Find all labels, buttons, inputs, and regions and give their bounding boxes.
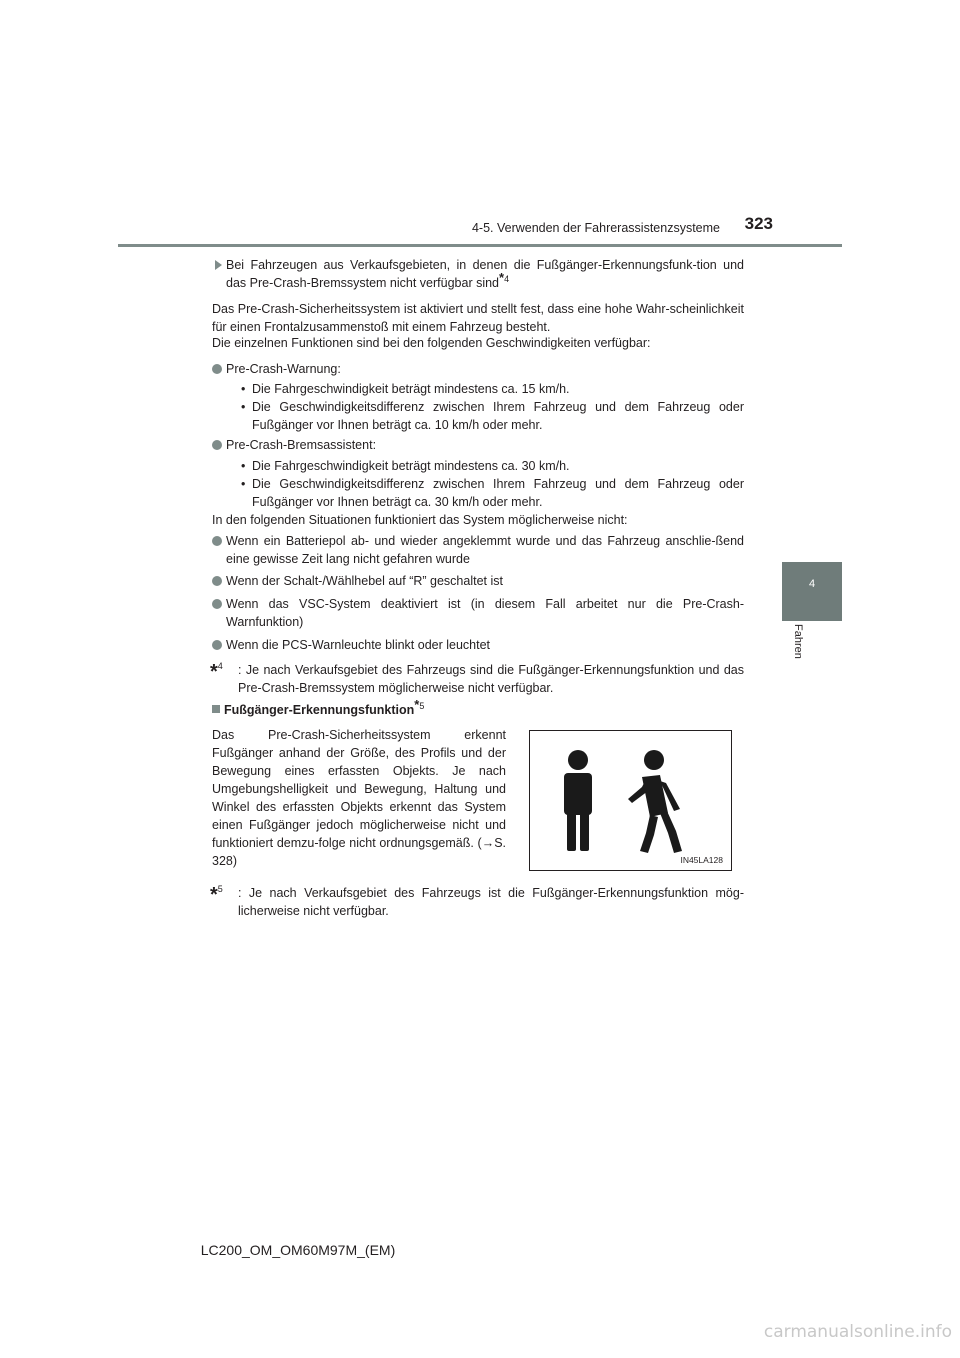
bullet-warning-title: Pre-Crash-Warnung:: [212, 360, 744, 378]
pedestrian-description: Das Pre-Crash-Sicherheitssystem erkennt Fußgänger anhand der Größe, des Profils und der Bewegung eines erfassten Objekts. Je nach Umgebungshelligkeit und Bewegung, Haltung und Winkel des erfassten Objekts erkennt das System einen Fußgänger jedoch möglicherweise nicht und funktioniert demzu-folge nicht ordnungsgemäß. (→S. 328): [212, 728, 506, 868]
circle-bullet-icon: [212, 599, 222, 609]
list-item: Wenn die PCS-Warnleuchte blinkt oder leuchtet: [212, 636, 744, 654]
document-code: LC200_OM_OM60M97M_(EM): [200, 1242, 396, 1258]
circle-bullet-icon: [212, 640, 222, 650]
pedestrian-figures-icon: [530, 731, 731, 870]
watermark: carmanualsonline.info: [763, 1322, 952, 1342]
circle-bullet-icon: [212, 440, 222, 450]
footnote-ref-num: 4: [504, 274, 510, 284]
square-bullet-icon: [212, 705, 220, 713]
chapter-title: Fahren: [792, 624, 804, 659]
pedestrian-illustration: [529, 730, 732, 871]
list-item: • Die Geschwindigkeitsdifferenz zwischen Ihrem Fahrzeug und dem Fahrzeug oder Fußgänger vor Ihnen beträgt ca. 10 km/h oder mehr.: [241, 400, 744, 432]
bullet-brake-title: Pre-Crash-Bremsassistent:: [212, 436, 744, 454]
chapter-tab: [782, 562, 842, 621]
paragraph-situations-intro: In den folgenden Situationen funktioniert das System möglicherweise nicht:: [212, 513, 628, 527]
paragraph-speeds-intro: Die einzelnen Funktionen sind bei den folgenden Geschwindigkeiten verfügbar:: [212, 336, 651, 350]
paragraph-activation: Das Pre-Crash-Sicherheitssystem ist aktiviert und stellt fest, dass eine hohe Wahr-scheinlichkeit für einen Frontalzusammenstoß mit einem Fahrzeug besteht.: [212, 302, 744, 334]
list-item: • Die Fahrgeschwindigkeit beträgt mindestens ca. 15 km/h.: [241, 382, 570, 396]
list-item: Wenn das VSC-System deaktiviert ist (in diesem Fall arbeitet nur die Pre-Crash-Warnfunktion): [212, 595, 744, 631]
chapter-label: [782, 624, 806, 684]
list-item: Wenn der Schalt-/Wählhebel auf “R” geschaltet ist: [212, 572, 744, 590]
footnote-4: *$^4$ : Je nach Verkaufsgebiet des Fahrzeugs sind die Fußgänger-Erkennungsfunktion und das Pre-Crash-Bremssystem möglicherweise nicht verfügbar.: [210, 661, 744, 695]
illustration-code: IN45LA128: [680, 855, 723, 865]
header-rule: [118, 244, 842, 247]
triangle-bullet-icon: [215, 260, 222, 270]
list-item: Wenn ein Batteriepol ab- und wieder angeklemmt wurde und das Fahrzeug anschlie-ßend eine gewisse Zeit lang nicht gefahren wurde: [212, 532, 744, 568]
ref-arrow: →: [481, 836, 495, 850]
page-reference[interactable]: S. 328): [212, 836, 506, 868]
region-note: Bei Fahrzeugen aus Verkaufsgebieten, in denen die Fußgänger-Erkennungsfunk-tion und das Pre-Crash-Bremssystem nicht verfügbar sind$^{*4}$: [212, 256, 744, 292]
page-number: 323: [744, 214, 773, 233]
circle-bullet-icon: [212, 536, 222, 546]
circle-bullet-icon: [212, 364, 222, 374]
list-item: • Die Geschwindigkeitsdifferenz zwischen Ihrem Fahrzeug und dem Fahrzeug oder Fußgänger vor Ihnen beträgt ca. 30 km/h oder mehr.: [241, 477, 744, 509]
section-heading: Fußgänger-Erkennungsfunktion$^{*5}$: [212, 701, 744, 719]
list-item: • Die Fahrgeschwindigkeit beträgt mindestens ca. 30 km/h.: [241, 459, 570, 473]
circle-bullet-icon: [212, 576, 222, 586]
footnote-5: *$^5$ : Je nach Verkaufsgebiet des Fahrzeugs ist die Fußgänger-Erkennungsfunktion mög-licherweise nicht verfügbar.: [210, 884, 744, 918]
chapter-number: 4: [808, 578, 816, 590]
section-title: 4-5. Verwenden der Fahrerassistenzsysteme: [471, 221, 720, 235]
footnote-ref-star: *: [499, 269, 505, 285]
